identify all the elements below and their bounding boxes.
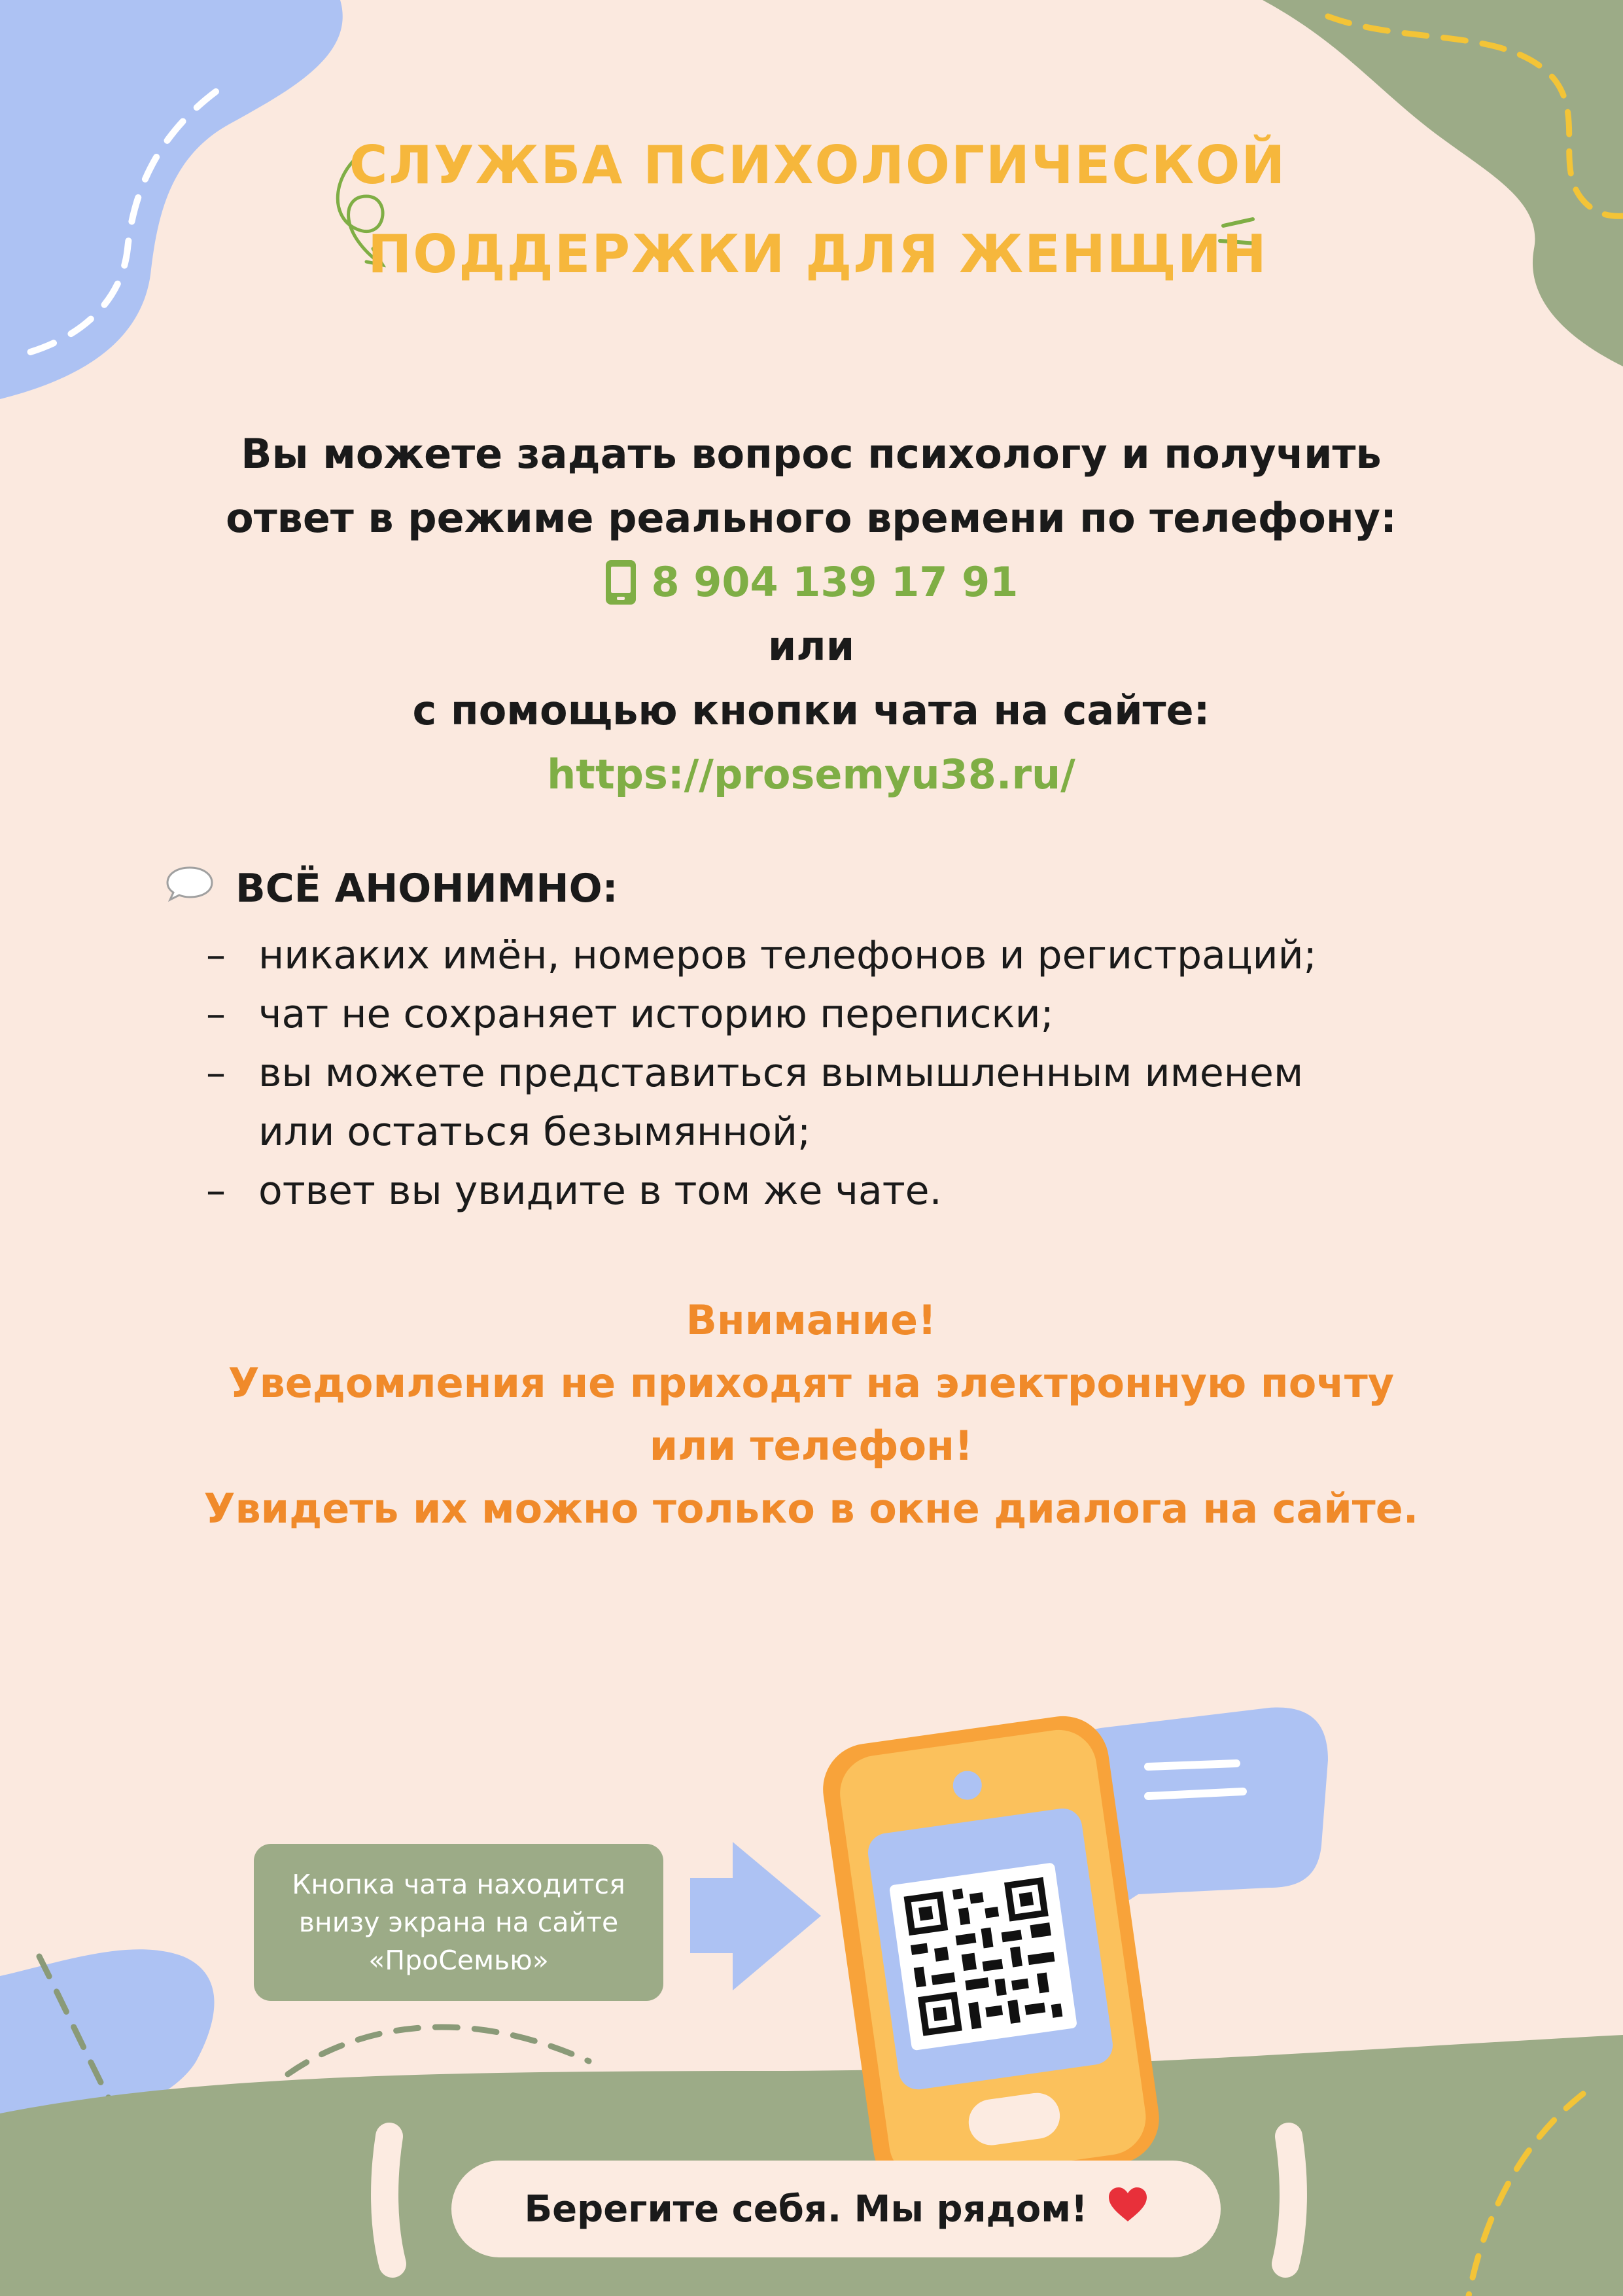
top-left-blue-blob <box>0 0 343 399</box>
anonymity-heading-text: ВСЁ АНОНИМНО: <box>236 865 618 911</box>
list-item-continuation: или остаться безымянной; <box>258 1109 811 1155</box>
contact-block <box>92 422 1531 807</box>
warning-line-2: Уведомления не приходят на электронную почту <box>228 1359 1395 1407</box>
footer-slogan <box>451 2161 1221 2257</box>
title-line-1: СЛУЖБА ПСИХОЛОГИЧЕСКОЙ <box>349 135 1287 196</box>
list-item: – вы можете представиться вымышленным именем <box>206 1050 1304 1096</box>
warning-block <box>92 1289 1531 1540</box>
title-line-2: ПОДДЕРЖКИ ДЛЯ ЖЕНЩИН <box>368 224 1268 285</box>
heart-icon <box>1108 2186 1148 2232</box>
footer-text: Берегите себя. Мы рядом! <box>524 2187 1088 2231</box>
warning-line-4: Увидеть их можно только в окне диалога на сайте. <box>203 1485 1419 1532</box>
chat-location-note <box>254 1844 663 2001</box>
right-white-pill <box>1285 2136 1293 2264</box>
intro-line-1: Вы можете задать вопрос психологу и получить <box>241 430 1382 478</box>
page-title <box>327 121 1308 299</box>
left-white-pill <box>385 2136 393 2264</box>
bottom-middle-dashed-line <box>288 2027 589 2074</box>
chat-note-line-3: «ПроСемью» <box>368 1945 549 1976</box>
or-text: или <box>767 622 855 670</box>
list-item: – никаких имён, номеров телефонов и регистраций; <box>206 932 1317 978</box>
arrow-right-icon <box>690 1842 821 1990</box>
warning-line-3: или телефон! <box>649 1422 973 1470</box>
speech-bubble-icon <box>164 864 216 913</box>
phone-icon <box>604 559 637 606</box>
anonymity-list <box>206 926 1462 1220</box>
list-item: – чат не сохраняет историю переписки; <box>206 991 1054 1037</box>
phone-number[interactable]: 8 904 139 17 91 <box>651 558 1019 606</box>
chat-line: с помощью кнопки чата на сайте: <box>412 686 1210 734</box>
intro-line-2: ответ в режиме реального времени по телефону: <box>226 494 1397 542</box>
warning-line-1: Внимание! <box>686 1296 937 1344</box>
anonymity-heading <box>164 864 618 913</box>
chat-note-line-1: Кнопка чата находится <box>292 1869 625 1900</box>
top-right-green-blob <box>1263 0 1623 366</box>
chat-note-line-2: внизу экрана на сайте <box>298 1907 619 1938</box>
website-link[interactable]: https://prosemyu38.ru/ <box>547 751 1075 798</box>
phone-row[interactable] <box>92 550 1531 614</box>
list-item: – ответ вы увидите в том же чате. <box>206 1168 942 1214</box>
